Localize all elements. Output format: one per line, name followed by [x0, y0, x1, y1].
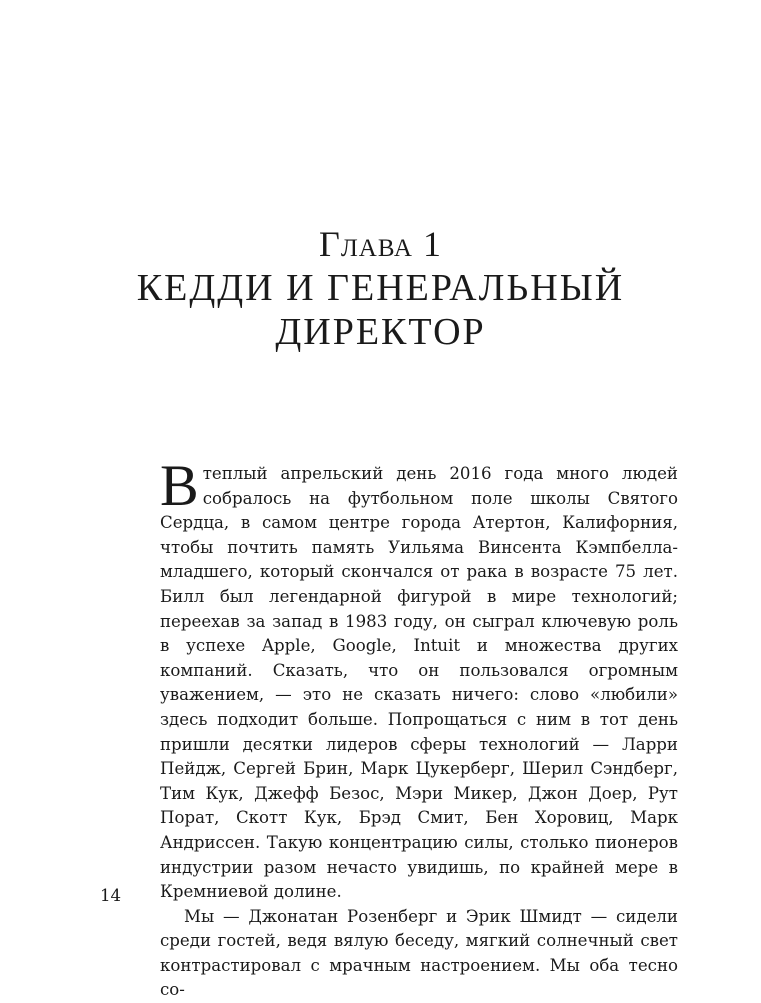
chapter-title-line1: КЕДДИ И ГЕНЕРАЛЬНЫЙ: [136, 267, 625, 309]
paragraph-1: [160, 453, 678, 905]
paragraph-2: Мы — Джонатан Розенберг и Эрик Шмидт — сидели среди гостей, ведя вялую беседу, мягкий солнечный свет контрастировал с мрачным настроением. Мы оба тесно со-: [160, 906, 678, 1000]
page-number: 14: [100, 886, 122, 905]
chapter-heading: [0, 222, 761, 354]
chapter-title-line2: ДИРЕКТОР: [275, 311, 486, 353]
paragraph-1-text: теплый апрельский день 2016 года много людей собралось на футбольном поле школы Святого Сердца, в самом центре города Атертон, Калифорния, чтобы почтить память Уильяма Винсента Кэмпбелла-младшего, который скончался от рака в возрасте 75 лет. Билл был легендарной фигурой в мире технологий; переехав за запад в 1983 году, он сыграл ключевую роль в успехе Apple, Google, Intuit и множества других компаний. Сказать, что он пользовался огромным уважением, — это не сказать ничего: слово «любили» здесь подходит больше. Попрощаться с ним в тот день пришли десятки лидеров сферы технологий — Ларри Пейдж, Сергей Брин, Марк Цукерберг, Шерил Сэндберг, Тим Кук, Джефф Безос, Мэри Микер, Джон Доер, Рут Порат, Скотт Кук, Брэд Смит, Бен Хоровиц, Марк Андриссен. Такую концентрацию силы, столько пионеров индустрии разом нечасто увидишь, по крайней мере в Кремниевой долине.: [160, 464, 678, 902]
chapter-label: Глава 1: [319, 224, 442, 264]
chapter-body: [160, 453, 678, 1003]
dropcap-letter: В: [160, 453, 199, 518]
